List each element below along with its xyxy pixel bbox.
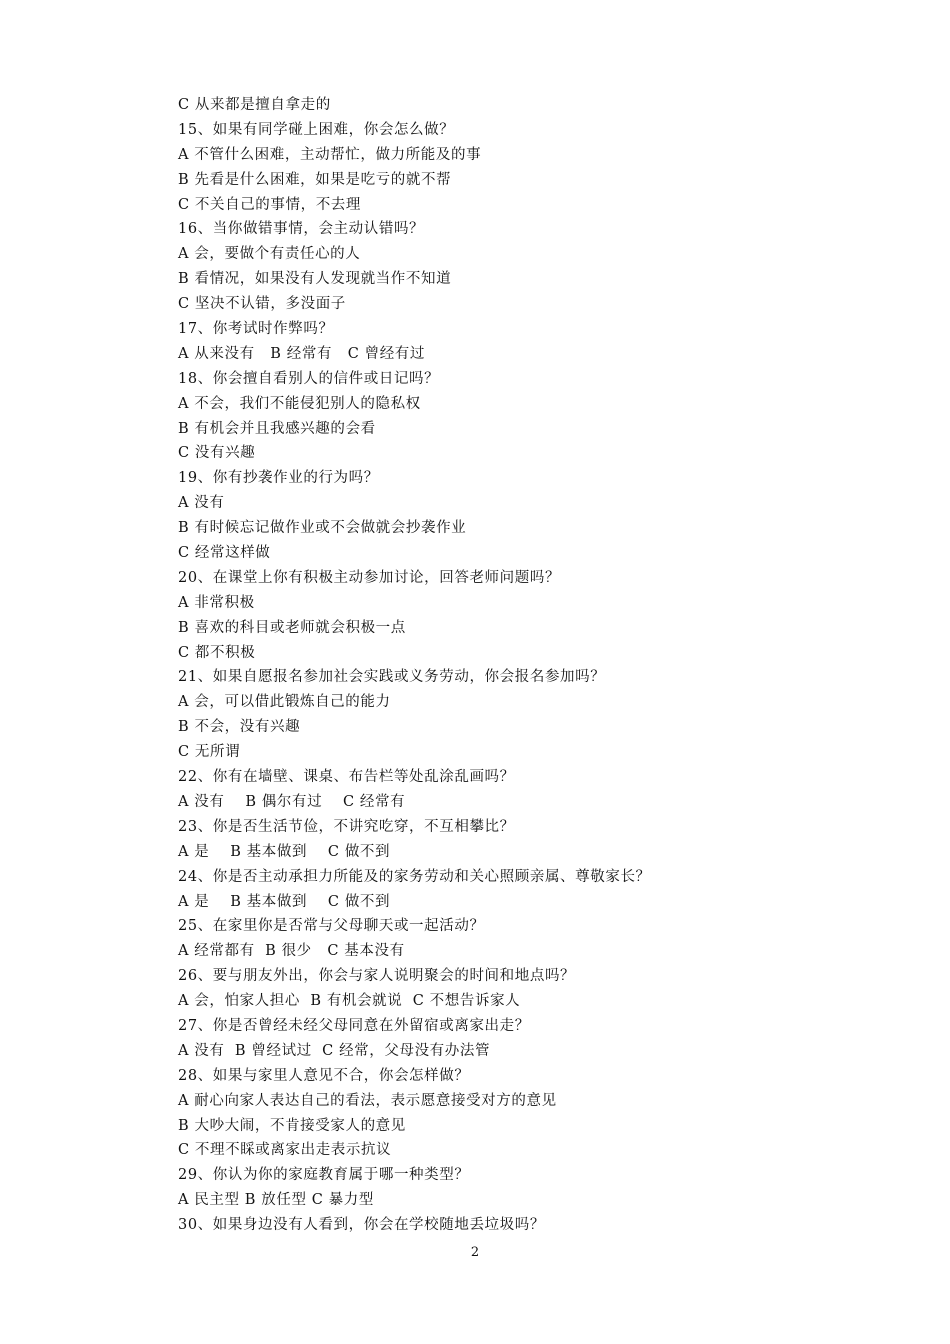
question-line: 19、你有抄袭作业的行为吗？	[178, 470, 379, 487]
questionnaire-text	[178, 93, 878, 1238]
option-line: B 先看是什么困难，如果是吃亏的就不帮	[178, 171, 452, 188]
option-line: B 有时候忘记做作业或不会做就会抄袭作业	[178, 520, 467, 537]
question-line: 15、如果有同学碰上困难，你会怎么做？	[178, 121, 455, 138]
question-line: 18、你会擅自看别人的信件或日记吗？	[178, 370, 440, 387]
option-line: C 不理不睬或离家出走表示抗议	[178, 1142, 392, 1159]
option-line: A 经常都有 B 很少 C 基本没有	[178, 943, 405, 960]
option-line: A 会，怕家人担心 B 有机会就说 C 不想告诉家人	[178, 993, 521, 1010]
question-line: 30、如果身边没有人看到，你会在学校随地丢垃圾吗？	[178, 1217, 545, 1234]
option-line: C 无所谓	[178, 744, 241, 761]
question-line: 24、你是否主动承担力所能及的家务劳动和关心照顾亲属、尊敬家长？	[178, 868, 651, 885]
option-line: A 民主型 B 放任型 C 暴力型	[178, 1192, 374, 1209]
option-line: B 不会，没有兴趣	[178, 719, 301, 736]
option-line: B 大吵大闹，不肯接受家人的意见	[178, 1117, 406, 1134]
question-line: 27、你是否曾经未经父母同意在外留宿或离家出走？	[178, 1017, 530, 1034]
option-line: B 喜欢的科目或老师就会积极一点	[178, 619, 406, 636]
option-line: B 看情况，如果没有人发现就当作不知道	[178, 271, 452, 288]
option-line: A 没有 B 偶尔有过 C 经常有	[178, 793, 406, 810]
option-line: C 不关自己的事情，不去理	[178, 196, 362, 213]
page-number: 2	[470, 1245, 480, 1260]
option-line: A 从来没有 B 经常有 C 曾经有过	[178, 345, 426, 362]
option-line: B 有机会并且我感兴趣的会看	[178, 420, 376, 437]
option-line: A 非常积极	[178, 594, 255, 611]
option-line: A 是 B 基本做到 C 做不到	[178, 843, 391, 860]
question-line: 29、你认为你的家庭教育属于哪一种类型？	[178, 1167, 470, 1184]
option-line: A 是 B 基本做到 C 做不到	[178, 893, 391, 910]
option-line: C 经常这样做	[178, 545, 271, 562]
option-line: A 没有	[178, 495, 225, 512]
question-line: 21、如果自愿报名参加社会实践或义务劳动，你会报名参加吗？	[178, 669, 606, 686]
question-line: 23、你是否生活节俭，不讲究吃穿，不互相攀比？	[178, 818, 515, 835]
option-line: A 会，要做个有责任心的人	[178, 246, 361, 263]
question-line: 28、如果与家里人意见不合，你会怎样做？	[178, 1067, 470, 1084]
option-line: C 没有兴趣	[178, 445, 256, 462]
question-line: 26、要与朋友外出，你会与家人说明聚会的时间和地点吗？	[178, 968, 576, 985]
option-line: A 不会，我们不能侵犯别人的隐私权	[178, 395, 421, 412]
option-line: A 耐心向家人表达自己的看法，表示愿意接受对方的意见	[178, 1092, 557, 1109]
question-line: 22、你有在墙壁、课桌、布告栏等处乱涂乱画吗？	[178, 769, 515, 786]
question-line: 25、在家里你是否常与父母聊天或一起活动？	[178, 918, 485, 935]
option-line: C 从来都是擅自拿走的	[178, 97, 331, 113]
option-line: C 都不积极	[178, 644, 256, 661]
question-line: 16、当你做错事情，会主动认错吗？	[178, 221, 425, 238]
option-line: A 会，可以借此锻炼自己的能力	[178, 694, 391, 711]
question-line: 20、在课堂上你有积极主动参加讨论，回答老师问题吗？	[178, 569, 561, 586]
option-line: A 不管什么困难，主动帮忙，做力所能及的事	[178, 146, 482, 163]
question-line: 17、你考试时作弊吗？	[178, 321, 334, 338]
option-line: A 没有 B 曾经试过 C 经常，父母没有办法管	[178, 1042, 491, 1059]
option-line: C 坚决不认错，多没面子	[178, 296, 346, 313]
